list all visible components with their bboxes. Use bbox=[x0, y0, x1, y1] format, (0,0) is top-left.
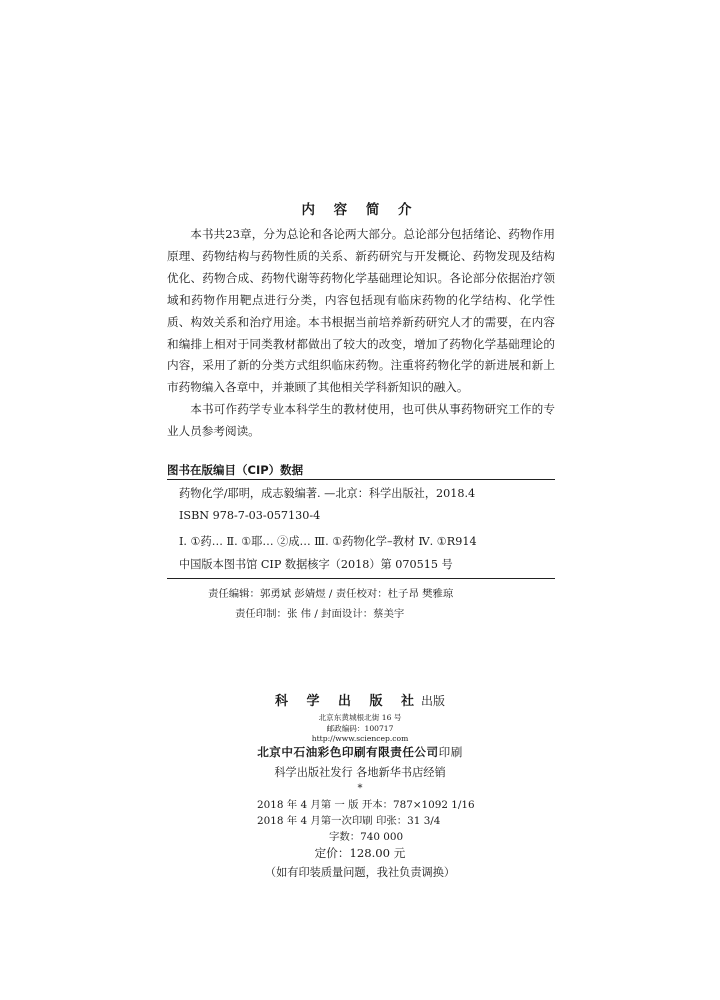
printing-line: 2018 年 4 月第一次印刷 印张：31 3/4 bbox=[257, 815, 441, 827]
page-title: 内 容 简 介 bbox=[301, 202, 419, 218]
edition-line: 2018 年 4 月第 一 版 开本：787×1092 1/16 bbox=[257, 799, 475, 811]
quality-notice: （如有印装质量问题，我社负责调换） bbox=[264, 866, 456, 879]
publisher-address: 北京东黄城根北街 16 号 bbox=[318, 713, 402, 722]
cip-line-classification: Ⅰ. ①药… Ⅱ. ①耶… ②成… Ⅲ. ①药物化学–教材 Ⅳ. ①R914 bbox=[179, 535, 477, 548]
word-count: 字数：740 000 bbox=[329, 831, 404, 843]
cip-line-cip-number: 中国版本图书馆 CIP 数据核字（2018）第 070515 号 bbox=[179, 558, 453, 571]
publisher-website: http://www.sciencep.com bbox=[311, 734, 409, 743]
publisher-line bbox=[0, 690, 720, 709]
publisher-suffix: 出版 bbox=[421, 694, 446, 708]
price-line: 定价：128.00 元 bbox=[314, 846, 406, 860]
publisher-name: 科 学 出 版 社 bbox=[274, 694, 422, 709]
summary-paragraph-2: 本书可作药学专业本科学生的教材使用，也可供从事药物研究工作的专业人员参考阅读。 bbox=[167, 402, 555, 439]
distribution-line: 科学出版社发行 各地新华书店经销 bbox=[274, 766, 446, 779]
publisher-postcode: 邮政编码：100717 bbox=[326, 724, 394, 733]
summary-paragraph-1: 本书共23章，分为总论和各论两大部分。总论部分包括绪论、药物作用原理、药物结构与药物性质的关系、新药研究与开发概论、药物发现及结构优化、药物合成、药物代谢等药物化学基础理论知识。各论部分依据治疗领域和药物作用靶点进行分类，内容包括现有临床药物的化学结构、化学性质、构效关系和治疗用途。本书根据当前培养新药研究人才的需要，在内容和编排上相对于同类教材都做出了较大的改变，增加了药物化学基础理论的内容，采用了新的分类方式组织临床药物。注重将药物化学的新进展和新上市药物编入各章中，并兼顾了其他相关学科新知识的融入。 bbox=[167, 227, 555, 395]
summary-text bbox=[167, 224, 555, 443]
printer-suffix: 印刷 bbox=[438, 745, 463, 759]
cip-line-isbn: ISBN 978-7-03-057130-4 bbox=[179, 509, 321, 522]
cip-line-title: 药物化学/耶明，成志毅编著. —北京：科学出版社，2018.4 bbox=[179, 487, 476, 500]
credits-editors: 责任编辑：郭勇斌 彭婧煜 / 责任校对：杜子昂 樊雅琼 bbox=[208, 588, 454, 600]
separator-star: * bbox=[357, 783, 363, 794]
cip-data-box bbox=[167, 479, 555, 579]
printer-name: 北京中石油彩色印刷有限责任公司 bbox=[257, 745, 439, 759]
cip-heading: 图书在版编目（CIP）数据 bbox=[167, 463, 304, 477]
credits-production: 责任印制：张 伟 / 封面设计：蔡美宇 bbox=[235, 608, 405, 620]
printer-line bbox=[0, 744, 720, 760]
